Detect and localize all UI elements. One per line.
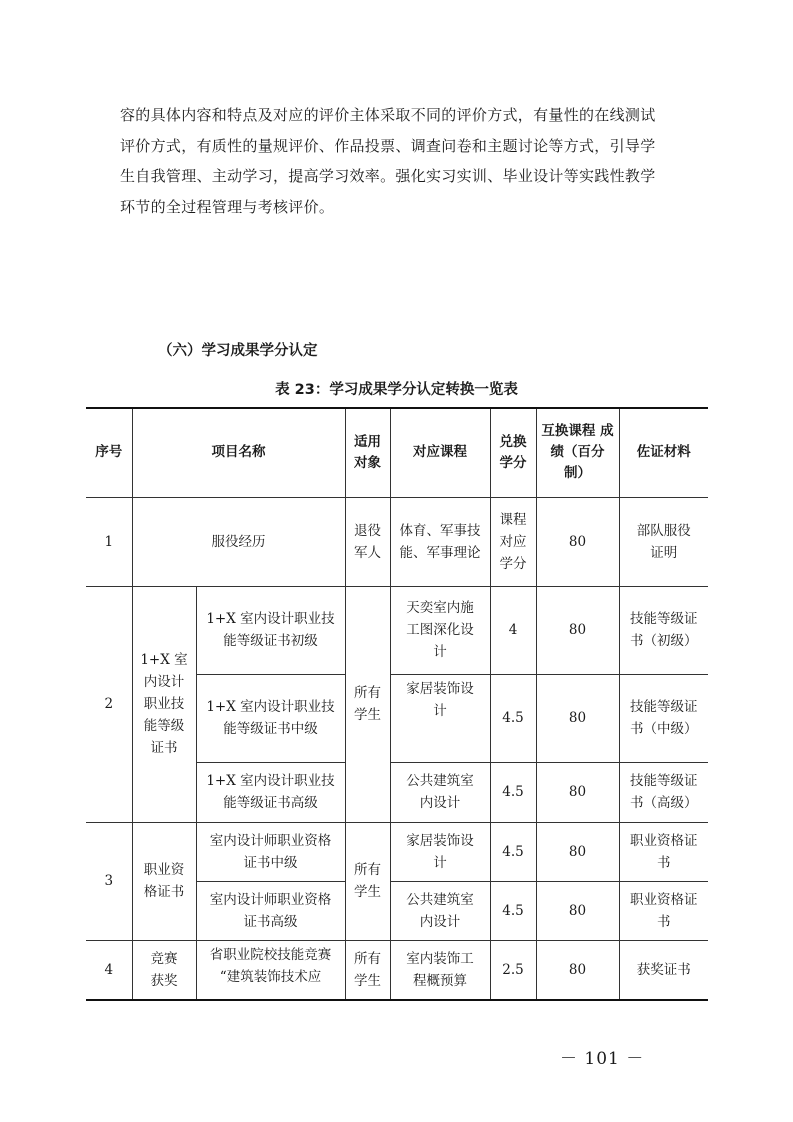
cell-course: 天奕室内施 工图深化设 计 (390, 586, 490, 674)
cell-target: 所有 学生 (345, 586, 390, 822)
cell-score: 80 (536, 822, 619, 881)
cell-credit: 4.5 (490, 762, 536, 822)
header-score: 互换课程 成绩（百分 制） (536, 408, 619, 497)
cell-score: 80 (536, 881, 619, 940)
cell-course: 公共建筑室 内设计 (390, 762, 490, 822)
cell-project: 室内设计师职业资格 证书高级 (196, 881, 345, 940)
cell-score: 80 (536, 762, 619, 822)
cell-course: 家居装饰设 计 (390, 674, 490, 762)
header-index: 序号 (86, 408, 132, 497)
cell-score: 80 (536, 674, 619, 762)
cell-course: 体育、军事技 能、军事理论 (390, 497, 490, 586)
page-number: － 101 － (560, 1049, 645, 1069)
header-target: 适用 对象 (345, 408, 390, 497)
paragraph-line: 生自我管理、主动学习，提高学习效率。强化实习实训、毕业设计等实践性教学 (120, 167, 656, 185)
paragraph-line: 环节的全过程管理与考核评价。 (120, 197, 335, 216)
table-caption: 表 23：学习成果学分认定转换一览表 (275, 382, 518, 398)
cell-evidence: 获奖证书 (619, 940, 708, 1000)
cell-evidence: 技能等级证 书（初级） (619, 586, 708, 674)
cell-index: 1 (86, 497, 132, 586)
cell-course: 家居装饰设 计 (390, 822, 490, 881)
paragraph-line: 容的具体内容和特点及对应的评价主体采取不同的评价方式，有量性的在线测试 (120, 106, 656, 124)
cell-category: 1+X 室 内设计 职业技 能等级 证书 (132, 586, 196, 822)
cell-credit: 课程 对应 学分 (490, 497, 536, 586)
paragraph-line: 评价方式，有质性的量规评价、作品投票、调查问卷和主题讨论等方式，引导学 (120, 136, 656, 155)
cell-target: 退役 军人 (345, 497, 390, 586)
table-row (86, 940, 708, 1000)
table-row (86, 497, 708, 586)
header-project: 项目名称 (132, 408, 345, 497)
cell-course: 室内装饰工 程概预算 (390, 940, 490, 1000)
cell-evidence: 技能等级证 书（高级） (619, 762, 708, 822)
cell-evidence: 职业资格证 书 (619, 881, 708, 940)
table-header-row (86, 408, 708, 497)
header-credit: 兑换 学分 (490, 408, 536, 497)
cell-category: 职业资 格证书 (132, 822, 196, 940)
cell-index: 4 (86, 940, 132, 1000)
cell-evidence: 部队服役 证明 (619, 497, 708, 586)
cell-category: 竞赛 获奖 (132, 940, 196, 1000)
cell-project: 室内设计师职业资格 证书中级 (196, 822, 345, 881)
cell-credit: 4.5 (490, 881, 536, 940)
header-course: 对应课程 (390, 408, 490, 497)
cell-project-wrap (196, 940, 345, 1000)
cell-course: 公共建筑室 内设计 (390, 881, 490, 940)
cell-credit: 2.5 (490, 940, 536, 1000)
cell-credit: 4 (490, 586, 536, 674)
cell-score: 80 (536, 586, 619, 674)
credit-conversion-table (86, 407, 708, 1001)
section-heading: （六）学习成果学分认定 (158, 343, 318, 359)
cell-index: 2 (86, 586, 132, 822)
cell-project: 1+X 室内设计职业技 能等级证书高级 (196, 762, 345, 822)
table-row (86, 822, 708, 881)
cell-score: 80 (536, 940, 619, 1000)
cell-project: 省职业院校技能竞赛 “建筑装饰技术应 (209, 946, 332, 985)
table-row (86, 586, 708, 674)
cell-target: 所有 学生 (345, 940, 390, 1000)
cell-credit: 4.5 (490, 822, 536, 881)
body-paragraph (120, 100, 680, 222)
header-evidence: 佐证材料 (619, 408, 708, 497)
cell-project: 服役经历 (132, 497, 345, 586)
cell-project: 1+X 室内设计职业技 能等级证书初级 (196, 586, 345, 674)
cell-evidence: 职业资格证 书 (619, 822, 708, 881)
cell-score: 80 (536, 497, 619, 586)
cell-credit: 4.5 (490, 674, 536, 762)
cell-project: 1+X 室内设计职业技 能等级证书中级 (196, 674, 345, 762)
cell-index: 3 (86, 822, 132, 940)
cell-evidence: 技能等级证 书（中级） (619, 674, 708, 762)
cell-target: 所有 学生 (345, 822, 390, 940)
